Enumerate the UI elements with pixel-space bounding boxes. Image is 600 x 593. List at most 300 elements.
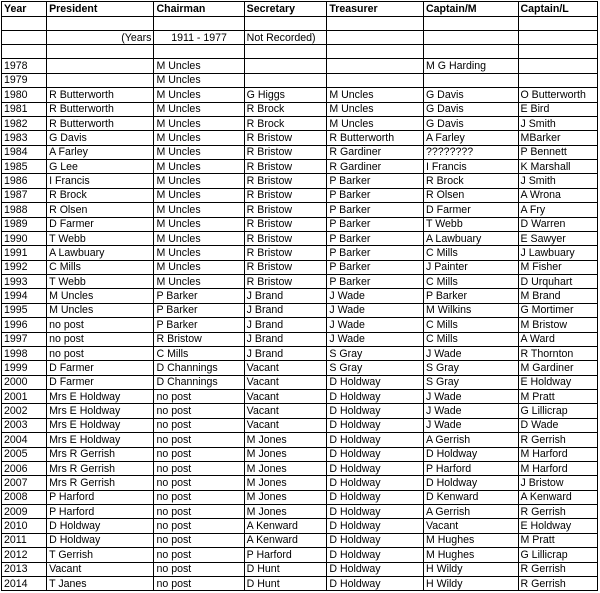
cell-secretary: R Bristow bbox=[244, 160, 327, 174]
cell-treasurer: P Barker bbox=[327, 188, 424, 202]
cell-president: D Farmer bbox=[47, 217, 154, 231]
cell-year: 1993 bbox=[2, 275, 47, 289]
cell-treasurer: J Wade bbox=[327, 289, 424, 303]
cell-year: 1991 bbox=[2, 246, 47, 260]
table-row bbox=[2, 505, 598, 519]
cell-secretary: Vacant bbox=[244, 418, 327, 432]
cell-captain-l: E Sawyer bbox=[518, 231, 598, 245]
cell-year: 1979 bbox=[2, 73, 47, 87]
cell-captain-l: E Bird bbox=[518, 102, 598, 116]
cell-captain-l: R Gerrish bbox=[518, 433, 598, 447]
cell-year: 1997 bbox=[2, 332, 47, 346]
cell-secretary: R Bristow bbox=[244, 231, 327, 245]
cell-captain-l: R Thornton bbox=[518, 346, 598, 360]
cell-president: D Farmer bbox=[47, 361, 154, 375]
cell-secretary: A Kenward bbox=[244, 519, 327, 533]
cell-captain-m: G Davis bbox=[424, 116, 519, 130]
cell-chairman: M Uncles bbox=[154, 145, 244, 159]
cell-secretary: A Kenward bbox=[244, 533, 327, 547]
table-row bbox=[2, 548, 598, 562]
cell-treasurer bbox=[327, 59, 424, 73]
cell-captain-m: S Gray bbox=[424, 361, 519, 375]
cell-chairman: M Uncles bbox=[154, 116, 244, 130]
cell-chairman: no post bbox=[154, 476, 244, 490]
cell-secretary: M Jones bbox=[244, 490, 327, 504]
cell-captain-l: P Bennett bbox=[518, 145, 598, 159]
cell-treasurer: P Barker bbox=[327, 174, 424, 188]
header-year: Year bbox=[2, 2, 47, 17]
cell-treasurer: P Barker bbox=[327, 203, 424, 217]
table-row bbox=[2, 231, 598, 245]
table-row bbox=[2, 533, 598, 547]
cell-captain-m: H Wildy bbox=[424, 562, 519, 576]
table-row bbox=[2, 59, 598, 73]
cell-year: 1981 bbox=[2, 102, 47, 116]
cell-captain-l bbox=[518, 73, 598, 87]
cell-treasurer: P Barker bbox=[327, 260, 424, 274]
cell-secretary: Vacant bbox=[244, 390, 327, 404]
cell-captain-l: E Holdway bbox=[518, 375, 598, 389]
cell-captain-m: R Brock bbox=[424, 174, 519, 188]
cell-year: 2009 bbox=[2, 505, 47, 519]
cell-secretary: R Bristow bbox=[244, 217, 327, 231]
cell-year: 2014 bbox=[2, 576, 47, 590]
cell-president: A Lawbuary bbox=[47, 246, 154, 260]
cell-year: 1990 bbox=[2, 231, 47, 245]
cell-year: 1978 bbox=[2, 59, 47, 73]
cell-president: R Butterworth bbox=[47, 88, 154, 102]
cell-captain-m: T Webb bbox=[424, 217, 519, 231]
cell-treasurer: D Holdway bbox=[327, 375, 424, 389]
table-row bbox=[2, 303, 598, 317]
cell-captain-l: A Ward bbox=[518, 332, 598, 346]
cell-chairman: no post bbox=[154, 461, 244, 475]
cell-chairman: no post bbox=[154, 576, 244, 590]
note-years: (Years bbox=[47, 31, 154, 45]
cell-year: 1985 bbox=[2, 160, 47, 174]
cell-captain-m: C Mills bbox=[424, 275, 519, 289]
cell-year: 1994 bbox=[2, 289, 47, 303]
cell-captain-l: A Kenward bbox=[518, 490, 598, 504]
cell-year: 1987 bbox=[2, 188, 47, 202]
cell-captain-l: K Marshall bbox=[518, 160, 598, 174]
cell-year: 2005 bbox=[2, 447, 47, 461]
cell-secretary: R Bristow bbox=[244, 131, 327, 145]
cell-captain-m: M G Harding bbox=[424, 59, 519, 73]
cell-treasurer: R Butterworth bbox=[327, 131, 424, 145]
table-row bbox=[2, 318, 598, 332]
cell-captain-l: R Gerrish bbox=[518, 562, 598, 576]
cell-treasurer: J Wade bbox=[327, 332, 424, 346]
cell-president: no post bbox=[47, 318, 154, 332]
cell-year: 2013 bbox=[2, 562, 47, 576]
cell-year: 2000 bbox=[2, 375, 47, 389]
cell-captain-m: P Barker bbox=[424, 289, 519, 303]
cell-treasurer: D Holdway bbox=[327, 461, 424, 475]
cell-chairman: M Uncles bbox=[154, 203, 244, 217]
cell-captain-l: J Bristow bbox=[518, 476, 598, 490]
cell-president: G Davis bbox=[47, 131, 154, 145]
note-row bbox=[2, 31, 598, 45]
cell-captain-m: I Francis bbox=[424, 160, 519, 174]
cell-year: 1989 bbox=[2, 217, 47, 231]
header-president: President bbox=[47, 2, 154, 17]
cell-captain-m: M Hughes bbox=[424, 533, 519, 547]
cell-year: 1999 bbox=[2, 361, 47, 375]
cell-treasurer: J Wade bbox=[327, 303, 424, 317]
cell-secretary: J Brand bbox=[244, 303, 327, 317]
cell-captain-l: A Fry bbox=[518, 203, 598, 217]
cell-captain-m: J Wade bbox=[424, 390, 519, 404]
cell-secretary: G Higgs bbox=[244, 88, 327, 102]
cell-secretary: Vacant bbox=[244, 404, 327, 418]
cell-captain-m: C Mills bbox=[424, 318, 519, 332]
cell-president: Mrs E Holdway bbox=[47, 390, 154, 404]
cell-treasurer: P Barker bbox=[327, 275, 424, 289]
cell-secretary: R Bristow bbox=[244, 275, 327, 289]
cell-captain-m: A Gerrish bbox=[424, 505, 519, 519]
cell-chairman: no post bbox=[154, 562, 244, 576]
table-row bbox=[2, 217, 598, 231]
table-row bbox=[2, 88, 598, 102]
table-row bbox=[2, 433, 598, 447]
cell-chairman: M Uncles bbox=[154, 260, 244, 274]
cell-secretary: M Jones bbox=[244, 476, 327, 490]
cell-president: G Lee bbox=[47, 160, 154, 174]
cell-year: 1996 bbox=[2, 318, 47, 332]
table-row bbox=[2, 461, 598, 475]
table-row bbox=[2, 390, 598, 404]
cell-chairman: no post bbox=[154, 390, 244, 404]
cell-secretary: J Brand bbox=[244, 332, 327, 346]
cell-secretary: J Brand bbox=[244, 346, 327, 360]
cell-treasurer: D Holdway bbox=[327, 404, 424, 418]
cell-secretary bbox=[244, 73, 327, 87]
cell-president: A Farley bbox=[47, 145, 154, 159]
cell-president: M Uncles bbox=[47, 303, 154, 317]
table-row bbox=[2, 174, 598, 188]
cell-chairman: D Channings bbox=[154, 361, 244, 375]
blank-row bbox=[2, 17, 598, 31]
cell-captain-l: R Gerrish bbox=[518, 576, 598, 590]
cell-year: 2011 bbox=[2, 533, 47, 547]
cell-secretary: R Brock bbox=[244, 116, 327, 130]
table-row bbox=[2, 102, 598, 116]
cell-president: T Gerrish bbox=[47, 548, 154, 562]
table-row bbox=[2, 246, 598, 260]
cell-captain-l: M Pratt bbox=[518, 533, 598, 547]
cell-chairman: no post bbox=[154, 505, 244, 519]
cell-president: R Butterworth bbox=[47, 116, 154, 130]
cell-treasurer: D Holdway bbox=[327, 562, 424, 576]
cell-treasurer: P Barker bbox=[327, 231, 424, 245]
note-status: Not Recorded) bbox=[244, 31, 327, 45]
header-chairman: Chairman bbox=[154, 2, 244, 17]
cell-treasurer: D Holdway bbox=[327, 490, 424, 504]
cell-captain-l: G Lillicrap bbox=[518, 548, 598, 562]
cell-treasurer: M Uncles bbox=[327, 88, 424, 102]
cell-chairman: no post bbox=[154, 433, 244, 447]
cell-treasurer: M Uncles bbox=[327, 116, 424, 130]
cell-secretary: D Hunt bbox=[244, 562, 327, 576]
cell-secretary: R Bristow bbox=[244, 203, 327, 217]
cell-secretary: R Bristow bbox=[244, 246, 327, 260]
cell-president: Mrs R Gerrish bbox=[47, 461, 154, 475]
table-row bbox=[2, 188, 598, 202]
cell-secretary: Vacant bbox=[244, 375, 327, 389]
cell-treasurer: D Holdway bbox=[327, 576, 424, 590]
cell-captain-m: A Lawbuary bbox=[424, 231, 519, 245]
cell-treasurer: D Holdway bbox=[327, 390, 424, 404]
cell-year: 2002 bbox=[2, 404, 47, 418]
cell-captain-m: P Harford bbox=[424, 461, 519, 475]
cell-captain-l: J Smith bbox=[518, 116, 598, 130]
table-row bbox=[2, 332, 598, 346]
cell-president bbox=[47, 59, 154, 73]
cell-secretary: J Brand bbox=[244, 318, 327, 332]
cell-president: D Holdway bbox=[47, 519, 154, 533]
cell-captain-m bbox=[424, 73, 519, 87]
table-row bbox=[2, 346, 598, 360]
cell-captain-m: A Farley bbox=[424, 131, 519, 145]
cell-captain-m: D Kenward bbox=[424, 490, 519, 504]
cell-year: 1980 bbox=[2, 88, 47, 102]
cell-president: P Harford bbox=[47, 490, 154, 504]
cell-president: Mrs E Holdway bbox=[47, 433, 154, 447]
cell-captain-l: G Lillicrap bbox=[518, 404, 598, 418]
cell-captain-l: D Warren bbox=[518, 217, 598, 231]
table-row bbox=[2, 447, 598, 461]
cell-president: I Francis bbox=[47, 174, 154, 188]
cell-chairman: no post bbox=[154, 418, 244, 432]
cell-treasurer: D Holdway bbox=[327, 505, 424, 519]
cell-captain-m: H Wildy bbox=[424, 576, 519, 590]
cell-captain-l: D Urquhart bbox=[518, 275, 598, 289]
cell-captain-m: J Wade bbox=[424, 418, 519, 432]
table-row bbox=[2, 490, 598, 504]
cell-captain-m: D Farmer bbox=[424, 203, 519, 217]
table-row bbox=[2, 131, 598, 145]
cell-captain-m: R Olsen bbox=[424, 188, 519, 202]
table-row bbox=[2, 562, 598, 576]
cell-year: 2008 bbox=[2, 490, 47, 504]
cell-chairman: no post bbox=[154, 519, 244, 533]
cell-treasurer bbox=[327, 73, 424, 87]
cell-chairman: P Barker bbox=[154, 303, 244, 317]
table-row bbox=[2, 576, 598, 590]
cell-captain-m: S Gray bbox=[424, 375, 519, 389]
cell-secretary bbox=[244, 59, 327, 73]
cell-treasurer: D Holdway bbox=[327, 447, 424, 461]
cell-president: C Mills bbox=[47, 260, 154, 274]
cell-secretary: Vacant bbox=[244, 361, 327, 375]
cell-treasurer: M Uncles bbox=[327, 102, 424, 116]
cell-year: 2001 bbox=[2, 390, 47, 404]
cell-chairman: no post bbox=[154, 490, 244, 504]
cell-president: D Farmer bbox=[47, 375, 154, 389]
cell-president: T Webb bbox=[47, 231, 154, 245]
cell-chairman: M Uncles bbox=[154, 231, 244, 245]
cell-captain-m: D Holdway bbox=[424, 476, 519, 490]
cell-year: 2003 bbox=[2, 418, 47, 432]
cell-captain-m: G Davis bbox=[424, 88, 519, 102]
cell-captain-l: M Pratt bbox=[518, 390, 598, 404]
header-captain-m: Captain/M bbox=[424, 2, 519, 17]
table-row bbox=[2, 476, 598, 490]
cell-year: 1988 bbox=[2, 203, 47, 217]
officers-table bbox=[1, 1, 598, 591]
cell-chairman: D Channings bbox=[154, 375, 244, 389]
table-row bbox=[2, 160, 598, 174]
cell-secretary: R Bristow bbox=[244, 260, 327, 274]
cell-chairman: M Uncles bbox=[154, 217, 244, 231]
cell-president: no post bbox=[47, 346, 154, 360]
cell-year: 2007 bbox=[2, 476, 47, 490]
table-row bbox=[2, 404, 598, 418]
cell-captain-l: M Gardiner bbox=[518, 361, 598, 375]
table-row bbox=[2, 203, 598, 217]
cell-secretary: R Brock bbox=[244, 102, 327, 116]
table-row bbox=[2, 289, 598, 303]
cell-chairman: M Uncles bbox=[154, 73, 244, 87]
cell-captain-l: M Harford bbox=[518, 447, 598, 461]
cell-treasurer: D Holdway bbox=[327, 533, 424, 547]
cell-president: Mrs R Gerrish bbox=[47, 447, 154, 461]
cell-captain-m: Vacant bbox=[424, 519, 519, 533]
cell-president: T Webb bbox=[47, 275, 154, 289]
cell-secretary: M Jones bbox=[244, 433, 327, 447]
cell-captain-l: J Lawbuary bbox=[518, 246, 598, 260]
cell-year: 1986 bbox=[2, 174, 47, 188]
cell-captain-m: A Gerrish bbox=[424, 433, 519, 447]
cell-chairman: M Uncles bbox=[154, 188, 244, 202]
cell-president: Mrs E Holdway bbox=[47, 404, 154, 418]
cell-captain-l: MBarker bbox=[518, 131, 598, 145]
cell-president: Mrs R Gerrish bbox=[47, 476, 154, 490]
cell-secretary: J Brand bbox=[244, 289, 327, 303]
cell-captain-m: C Mills bbox=[424, 332, 519, 346]
cell-year: 1992 bbox=[2, 260, 47, 274]
cell-captain-l: O Butterworth bbox=[518, 88, 598, 102]
cell-captain-m: C Mills bbox=[424, 246, 519, 260]
cell-secretary: M Jones bbox=[244, 461, 327, 475]
cell-captain-l: M Brand bbox=[518, 289, 598, 303]
cell-year: 1995 bbox=[2, 303, 47, 317]
cell-treasurer: S Gray bbox=[327, 346, 424, 360]
table-row bbox=[2, 145, 598, 159]
header-captain-l: Captain/L bbox=[518, 2, 598, 17]
table-row bbox=[2, 275, 598, 289]
cell-chairman: no post bbox=[154, 533, 244, 547]
cell-chairman: M Uncles bbox=[154, 102, 244, 116]
cell-secretary: M Jones bbox=[244, 505, 327, 519]
cell-captain-l: D Wade bbox=[518, 418, 598, 432]
cell-captain-l: G Mortimer bbox=[518, 303, 598, 317]
cell-chairman: M Uncles bbox=[154, 275, 244, 289]
officers-table-container bbox=[1, 1, 598, 591]
cell-chairman: M Uncles bbox=[154, 174, 244, 188]
table-row bbox=[2, 375, 598, 389]
cell-chairman: C Mills bbox=[154, 346, 244, 360]
cell-chairman: M Uncles bbox=[154, 88, 244, 102]
cell-captain-l: J Smith bbox=[518, 174, 598, 188]
table-row bbox=[2, 519, 598, 533]
table-row bbox=[2, 116, 598, 130]
cell-president: R Olsen bbox=[47, 203, 154, 217]
cell-secretary: R Bristow bbox=[244, 174, 327, 188]
cell-captain-m: J Painter bbox=[424, 260, 519, 274]
header-secretary: Secretary bbox=[244, 2, 327, 17]
table-row bbox=[2, 361, 598, 375]
cell-captain-l: E Holdway bbox=[518, 519, 598, 533]
cell-chairman: M Uncles bbox=[154, 246, 244, 260]
cell-treasurer: S Gray bbox=[327, 361, 424, 375]
cell-treasurer: D Holdway bbox=[327, 418, 424, 432]
cell-treasurer: R Gardiner bbox=[327, 160, 424, 174]
cell-president: no post bbox=[47, 332, 154, 346]
cell-chairman: M Uncles bbox=[154, 59, 244, 73]
cell-captain-l: M Harford bbox=[518, 461, 598, 475]
cell-president: R Butterworth bbox=[47, 102, 154, 116]
cell-secretary: R Bristow bbox=[244, 188, 327, 202]
cell-chairman: P Barker bbox=[154, 289, 244, 303]
cell-year: 1983 bbox=[2, 131, 47, 145]
cell-president: Vacant bbox=[47, 562, 154, 576]
cell-captain-m: G Davis bbox=[424, 102, 519, 116]
note-range: 1911 - 1977 bbox=[154, 31, 244, 45]
cell-president: D Holdway bbox=[47, 533, 154, 547]
cell-year: 2010 bbox=[2, 519, 47, 533]
cell-treasurer: R Gardiner bbox=[327, 145, 424, 159]
cell-chairman: no post bbox=[154, 548, 244, 562]
cell-captain-l: M Bristow bbox=[518, 318, 598, 332]
cell-chairman: no post bbox=[154, 404, 244, 418]
cell-treasurer: D Holdway bbox=[327, 433, 424, 447]
cell-captain-m: J Wade bbox=[424, 404, 519, 418]
cell-captain-m: ???????? bbox=[424, 145, 519, 159]
cell-captain-m: M Wilkins bbox=[424, 303, 519, 317]
cell-captain-m: M Hughes bbox=[424, 548, 519, 562]
cell-president: T Janes bbox=[47, 576, 154, 590]
cell-captain-m: J Wade bbox=[424, 346, 519, 360]
cell-treasurer: P Barker bbox=[327, 246, 424, 260]
cell-treasurer: D Holdway bbox=[327, 548, 424, 562]
cell-president: R Brock bbox=[47, 188, 154, 202]
cell-captain-m: D Holdway bbox=[424, 447, 519, 461]
cell-year: 1984 bbox=[2, 145, 47, 159]
cell-chairman: M Uncles bbox=[154, 131, 244, 145]
cell-captain-l bbox=[518, 59, 598, 73]
cell-captain-l: A Wrona bbox=[518, 188, 598, 202]
cell-president: P Harford bbox=[47, 505, 154, 519]
cell-president bbox=[47, 73, 154, 87]
cell-secretary: D Hunt bbox=[244, 576, 327, 590]
blank-row bbox=[2, 45, 598, 59]
cell-captain-l: M Fisher bbox=[518, 260, 598, 274]
table-row bbox=[2, 260, 598, 274]
cell-year: 1998 bbox=[2, 346, 47, 360]
table-row bbox=[2, 73, 598, 87]
cell-chairman: M Uncles bbox=[154, 160, 244, 174]
cell-secretary: P Harford bbox=[244, 548, 327, 562]
cell-year: 2012 bbox=[2, 548, 47, 562]
cell-chairman: no post bbox=[154, 447, 244, 461]
cell-year: 1982 bbox=[2, 116, 47, 130]
cell-secretary: R Bristow bbox=[244, 145, 327, 159]
header-row bbox=[2, 2, 598, 17]
cell-treasurer: J Wade bbox=[327, 318, 424, 332]
cell-chairman: R Bristow bbox=[154, 332, 244, 346]
